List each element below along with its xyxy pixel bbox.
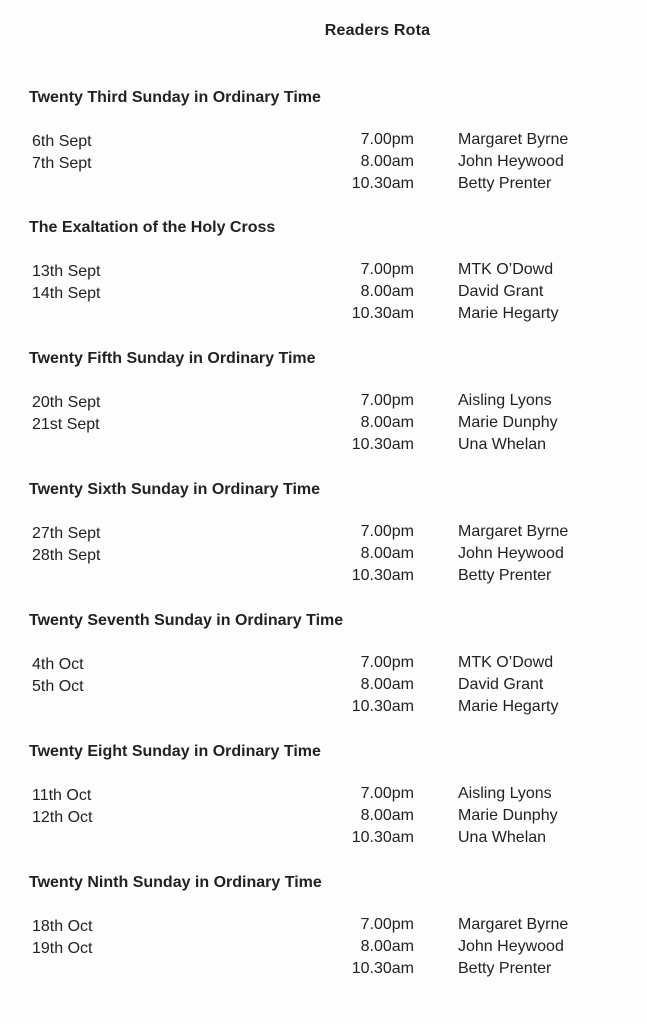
rota-row [0, 392, 647, 414]
reader-cell: MTK O’Dowd [458, 654, 554, 671]
date-cell: 12th Oct [32, 809, 93, 826]
rota-row [0, 698, 647, 720]
reader-cell: Betty Prenter [458, 960, 552, 977]
time-cell: 10.30am [351, 305, 414, 322]
time-cell: 10.30am [351, 175, 414, 192]
reader-cell: David Grant [458, 676, 544, 693]
section-heading: Twenty Eight Sunday in Ordinary Time [29, 743, 321, 760]
rota-row [0, 175, 647, 197]
date-cell: 21st Sept [32, 416, 100, 433]
rota-row [0, 960, 647, 982]
reader-cell: John Heywood [458, 938, 564, 955]
rota-section [0, 350, 647, 474]
rota-row [0, 283, 647, 305]
time-cell: 7.00pm [360, 916, 414, 933]
section-heading: Twenty Seventh Sunday in Ordinary Time [29, 612, 344, 629]
date-cell: 4th Oct [32, 656, 84, 673]
page-title: Readers Rota [324, 22, 431, 39]
time-cell: 10.30am [351, 436, 414, 453]
time-cell: 7.00pm [360, 261, 414, 278]
reader-cell: Aisling Lyons [458, 392, 552, 409]
reader-cell: Una Whelan [458, 436, 547, 453]
reader-cell: Marie Hegarty [458, 698, 559, 715]
time-cell: 7.00pm [360, 785, 414, 802]
date-cell: 14th Sept [32, 285, 101, 302]
time-cell: 8.00am [360, 153, 414, 170]
rota-section [0, 481, 647, 605]
time-cell: 8.00am [360, 414, 414, 431]
section-heading: Twenty Ninth Sunday in Ordinary Time [29, 874, 322, 891]
rota-row [0, 785, 647, 807]
rota-row [0, 305, 647, 327]
reader-cell: Marie Dunphy [458, 414, 558, 431]
time-cell: 7.00pm [360, 392, 414, 409]
date-cell: 13th Sept [32, 263, 101, 280]
time-cell: 8.00am [360, 807, 414, 824]
time-cell: 10.30am [351, 567, 414, 584]
date-cell: 20th Sept [32, 394, 101, 411]
reader-cell: Margaret Byrne [458, 916, 569, 933]
rota-row [0, 414, 647, 436]
rota-row [0, 261, 647, 283]
date-cell: 28th Sept [32, 547, 101, 564]
date-cell: 11th Oct [32, 787, 92, 804]
section-heading: The Exaltation of the Holy Cross [29, 219, 276, 236]
time-cell: 10.30am [351, 698, 414, 715]
rota-section [0, 612, 647, 736]
time-cell: 8.00am [360, 938, 414, 955]
rota-row [0, 916, 647, 938]
rota-row [0, 131, 647, 153]
rota-row [0, 654, 647, 676]
reader-cell: Margaret Byrne [458, 131, 569, 148]
reader-cell: David Grant [458, 283, 544, 300]
reader-cell: Betty Prenter [458, 567, 552, 584]
date-cell: 6th Sept [32, 133, 92, 150]
rota-row [0, 676, 647, 698]
reader-cell: John Heywood [458, 545, 564, 562]
section-heading: Twenty Sixth Sunday in Ordinary Time [29, 481, 321, 498]
time-cell: 10.30am [351, 829, 414, 846]
date-cell: 5th Oct [32, 678, 84, 695]
rota-section [0, 874, 647, 998]
time-cell: 7.00pm [360, 654, 414, 671]
reader-cell: Margaret Byrne [458, 523, 569, 540]
reader-cell: John Heywood [458, 153, 564, 170]
time-cell: 7.00pm [360, 131, 414, 148]
rota-row [0, 807, 647, 829]
rota-section [0, 89, 647, 213]
reader-cell: Una Whelan [458, 829, 547, 846]
date-cell: 7th Sept [32, 155, 92, 172]
date-cell: 19th Oct [32, 940, 93, 957]
time-cell: 8.00am [360, 545, 414, 562]
rota-row [0, 523, 647, 545]
rota-row [0, 938, 647, 960]
rota-row [0, 567, 647, 589]
time-cell: 8.00am [360, 283, 414, 300]
reader-cell: Betty Prenter [458, 175, 552, 192]
reader-cell: Aisling Lyons [458, 785, 552, 802]
section-heading: Twenty Third Sunday in Ordinary Time [29, 89, 321, 106]
rota-row [0, 829, 647, 851]
time-cell: 8.00am [360, 676, 414, 693]
date-cell: 18th Oct [32, 918, 93, 935]
reader-cell: Marie Hegarty [458, 305, 559, 322]
time-cell: 7.00pm [360, 523, 414, 540]
rota-row [0, 153, 647, 175]
date-cell: 27th Sept [32, 525, 101, 542]
rota-row [0, 436, 647, 458]
rota-section [0, 219, 647, 343]
rota-row [0, 545, 647, 567]
rota-section [0, 743, 647, 867]
section-heading: Twenty Fifth Sunday in Ordinary Time [29, 350, 316, 367]
reader-cell: Marie Dunphy [458, 807, 558, 824]
time-cell: 10.30am [351, 960, 414, 977]
reader-cell: MTK O’Dowd [458, 261, 554, 278]
